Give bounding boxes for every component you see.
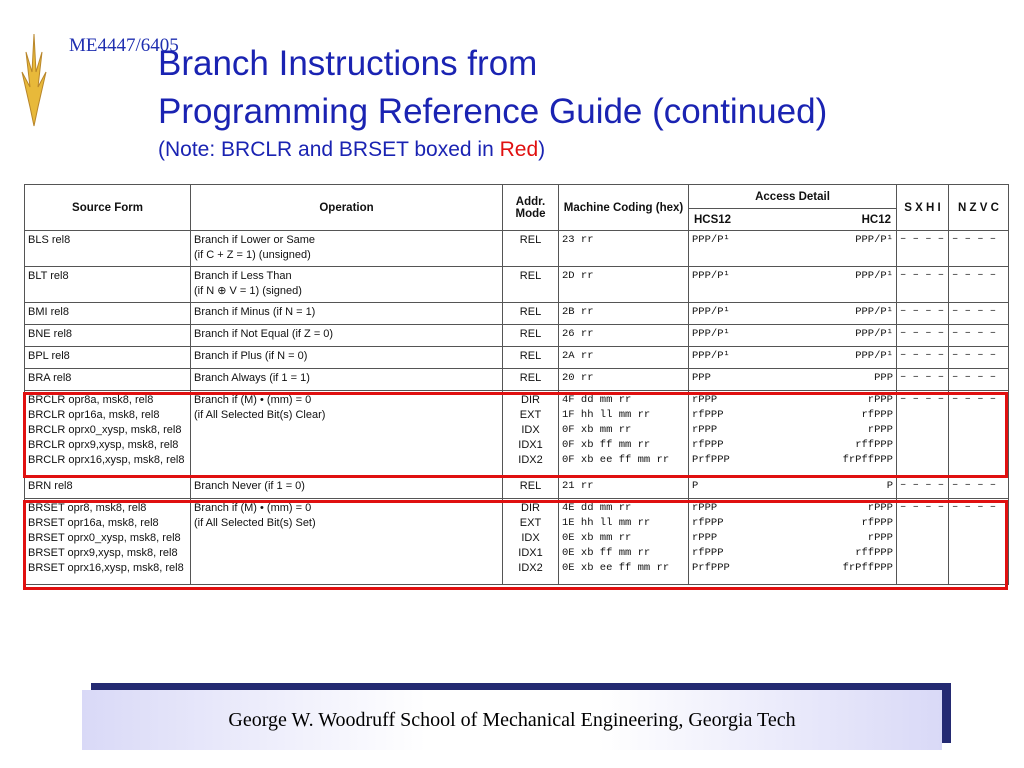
header-nzvc: N Z V C bbox=[949, 185, 1009, 231]
cell-addr-mode-line: IDX1 bbox=[518, 547, 543, 559]
cell-sxhi: – – – – bbox=[897, 477, 949, 499]
cell-source-form bbox=[25, 347, 191, 369]
cell-addr-mode-line: REL bbox=[519, 372, 542, 384]
cell-access-detail bbox=[689, 499, 897, 585]
cell-operation-line: (if All Selected Bit(s) Set) bbox=[194, 517, 316, 529]
access-hcs12: rPPP bbox=[692, 394, 718, 406]
cell-operation-line: Branch if Minus (if N = 1) bbox=[194, 306, 316, 318]
cell-access-detail bbox=[689, 267, 897, 303]
table-row bbox=[25, 369, 1009, 391]
cell-source-form-line: BRCLR opr16a, msk8, rel8 bbox=[28, 409, 160, 421]
cell-machine-coding-line: 0F xb ff mm rr bbox=[562, 439, 651, 451]
access-hc12: rfPPP bbox=[861, 517, 893, 529]
cell-operation-line: (if All Selected Bit(s) Clear) bbox=[194, 409, 326, 421]
access-hcs12: PrfPPP bbox=[692, 562, 730, 574]
cell-machine-coding bbox=[559, 347, 689, 369]
cell-source-form-line: BRSET opr16a, msk8, rel8 bbox=[28, 517, 159, 529]
cell-sxhi: – – – – bbox=[897, 369, 949, 391]
header-machine-coding: Machine Coding (hex) bbox=[559, 185, 689, 231]
access-hc12: frPffPPP bbox=[842, 562, 893, 574]
cell-operation-line: Branch if Plus (if N = 0) bbox=[194, 350, 308, 362]
access-hc12: rfPPP bbox=[861, 409, 893, 421]
cell-sxhi: – – – – bbox=[897, 499, 949, 585]
cell-addr-mode-line: IDX bbox=[521, 532, 540, 544]
cell-machine-coding-line: 0E xb ee ff mm rr bbox=[562, 562, 670, 574]
access-hcs12: rPPP bbox=[692, 502, 718, 514]
access-hcs12: PPP/P¹ bbox=[692, 306, 730, 318]
cell-machine-coding-line: 23 rr bbox=[562, 234, 594, 246]
access-hcs12: PPP/P¹ bbox=[692, 328, 730, 340]
cell-source-form bbox=[25, 391, 191, 477]
cell-machine-coding-line: 0E xb mm rr bbox=[562, 532, 632, 544]
access-hc12: rffPPP bbox=[855, 439, 893, 451]
cell-nzvc: – – – – bbox=[949, 391, 1009, 477]
cell-machine-coding-line: 21 rr bbox=[562, 480, 594, 492]
cell-addr-mode bbox=[503, 231, 559, 267]
cell-nzvc: – – – – bbox=[949, 369, 1009, 391]
cell-nzvc: – – – – bbox=[949, 325, 1009, 347]
footer-text: George W. Woodruff School of Mechanical Engineering, Georgia Tech bbox=[228, 708, 796, 731]
access-hcs12: rPPP bbox=[692, 532, 718, 544]
access-hcs12: rPPP bbox=[692, 424, 718, 436]
cell-machine-coding-line: 2D rr bbox=[562, 270, 594, 282]
cell-operation bbox=[191, 347, 503, 369]
header-sxhi: S X H I bbox=[897, 185, 949, 231]
cell-nzvc: – – – – bbox=[949, 477, 1009, 499]
cell-machine-coding-line: 2A rr bbox=[562, 350, 594, 362]
cell-machine-coding-line: 20 rr bbox=[562, 372, 594, 384]
cell-operation bbox=[191, 231, 503, 267]
cell-addr-mode-line: IDX1 bbox=[518, 439, 543, 451]
cell-source-form bbox=[25, 325, 191, 347]
cell-addr-mode-line: IDX2 bbox=[518, 454, 543, 466]
cell-addr-mode bbox=[503, 303, 559, 325]
cell-operation-line: Branch if Not Equal (if Z = 0) bbox=[194, 328, 334, 340]
cell-machine-coding bbox=[559, 391, 689, 477]
cell-addr-mode bbox=[503, 477, 559, 499]
access-hc12: rPPP bbox=[867, 532, 893, 544]
slide-title-line1: Branch Instructions from bbox=[158, 44, 538, 83]
cell-operation-line: Branch Never (if 1 = 0) bbox=[194, 480, 305, 492]
cell-nzvc: – – – – bbox=[949, 499, 1009, 585]
cell-operation-line: Branch if Less Than bbox=[194, 270, 292, 282]
cell-sxhi: – – – – bbox=[897, 267, 949, 303]
table-row bbox=[25, 231, 1009, 267]
cell-access-detail bbox=[689, 325, 897, 347]
cell-access-detail bbox=[689, 347, 897, 369]
cell-addr-mode bbox=[503, 325, 559, 347]
table-row bbox=[25, 267, 1009, 303]
cell-operation-line: (if N ⊕ V = 1) (signed) bbox=[194, 285, 302, 297]
cell-addr-mode-line: DIR bbox=[521, 502, 540, 514]
cell-operation bbox=[191, 325, 503, 347]
cell-machine-coding-line: 1E hh ll mm rr bbox=[562, 517, 651, 529]
header-hc12: HC12 bbox=[861, 213, 891, 226]
access-hcs12: PPP/P¹ bbox=[692, 350, 730, 362]
cell-addr-mode-line: DIR bbox=[521, 394, 540, 406]
cell-machine-coding bbox=[559, 499, 689, 585]
cell-source-form-line: BRN rel8 bbox=[28, 480, 73, 492]
cell-source-form-line: BRCLR oprx16,xysp, msk8, rel8 bbox=[28, 454, 185, 466]
cell-machine-coding bbox=[559, 267, 689, 303]
table-row bbox=[25, 499, 1009, 585]
gt-flame-logo-icon bbox=[20, 32, 48, 128]
cell-nzvc: – – – – bbox=[949, 267, 1009, 303]
cell-machine-coding bbox=[559, 477, 689, 499]
table-row bbox=[25, 325, 1009, 347]
header-source-form: Source Form bbox=[25, 185, 191, 231]
cell-addr-mode-line: IDX bbox=[521, 424, 540, 436]
access-hc12: PPP/P¹ bbox=[855, 306, 893, 318]
cell-sxhi: – – – – bbox=[897, 325, 949, 347]
cell-nzvc: – – – – bbox=[949, 231, 1009, 267]
cell-source-form-line: BRSET opr8, msk8, rel8 bbox=[28, 502, 147, 514]
cell-machine-coding-line: 0F xb ee ff mm rr bbox=[562, 454, 670, 466]
cell-operation bbox=[191, 391, 503, 477]
cell-source-form bbox=[25, 499, 191, 585]
cell-addr-mode-line: REL bbox=[519, 328, 542, 340]
header-operation: Operation bbox=[191, 185, 503, 231]
cell-source-form-line: BRA rel8 bbox=[28, 372, 72, 384]
cell-machine-coding bbox=[559, 325, 689, 347]
cell-source-form-line: BRCLR opr8a, msk8, rel8 bbox=[28, 394, 154, 406]
cell-machine-coding bbox=[559, 303, 689, 325]
access-hc12: P bbox=[886, 480, 893, 492]
cell-access-detail bbox=[689, 391, 897, 477]
cell-sxhi: – – – – bbox=[897, 391, 949, 477]
cell-source-form-line: BRSET oprx9,xysp, msk8, rel8 bbox=[28, 547, 178, 559]
access-hcs12: rfPPP bbox=[692, 547, 724, 559]
access-hcs12: rfPPP bbox=[692, 439, 724, 451]
header-access-detail: Access Detail bbox=[689, 185, 897, 209]
footer-bar bbox=[82, 690, 942, 750]
access-hcs12: PPP bbox=[692, 372, 711, 384]
cell-machine-coding-line: 1F hh ll mm rr bbox=[562, 409, 651, 421]
cell-operation-line: Branch if (M) • (mm) = 0 bbox=[194, 394, 312, 406]
cell-addr-mode-line: REL bbox=[519, 350, 542, 362]
access-hc12: rPPP bbox=[867, 502, 893, 514]
table-body bbox=[25, 231, 1009, 585]
cell-operation bbox=[191, 477, 503, 499]
cell-operation bbox=[191, 369, 503, 391]
header-addr-mode: Addr. Mode bbox=[503, 185, 559, 231]
branch-instruction-table bbox=[24, 184, 1009, 585]
note-red-word: Red bbox=[499, 138, 539, 161]
cell-machine-coding-line: 26 rr bbox=[562, 328, 594, 340]
table-row bbox=[25, 477, 1009, 499]
header-hcs12: HCS12 bbox=[694, 213, 732, 226]
cell-addr-mode-line: REL bbox=[519, 270, 542, 282]
access-hc12: PPP/P¹ bbox=[855, 234, 893, 246]
cell-source-form-line: BRCLR oprx0_xysp, msk8, rel8 bbox=[28, 424, 182, 436]
cell-addr-mode bbox=[503, 391, 559, 477]
cell-source-form-line: BRSET oprx16,xysp, msk8, rel8 bbox=[28, 562, 184, 574]
cell-addr-mode-line: REL bbox=[519, 480, 542, 492]
access-hc12: PPP/P¹ bbox=[855, 350, 893, 362]
cell-source-form-line: BRSET oprx0_xysp, msk8, rel8 bbox=[28, 532, 181, 544]
cell-operation bbox=[191, 303, 503, 325]
cell-sxhi: – – – – bbox=[897, 231, 949, 267]
cell-machine-coding-line: 0F xb mm rr bbox=[562, 424, 632, 436]
cell-source-form-line: BLS rel8 bbox=[28, 234, 71, 246]
access-hc12: PPP bbox=[874, 372, 893, 384]
cell-operation-line: Branch Always (if 1 = 1) bbox=[194, 372, 310, 384]
cell-operation-line: Branch if Lower or Same bbox=[194, 234, 316, 246]
slide-note: (Note: BRCLR and BRSET boxed in Red) bbox=[158, 138, 546, 161]
access-hcs12: PrfPPP bbox=[692, 454, 730, 466]
cell-source-form-line: BMI rel8 bbox=[28, 306, 69, 318]
cell-addr-mode-line: EXT bbox=[519, 409, 542, 421]
cell-source-form bbox=[25, 477, 191, 499]
cell-addr-mode bbox=[503, 369, 559, 391]
cell-source-form bbox=[25, 267, 191, 303]
access-hc12: rffPPP bbox=[855, 547, 893, 559]
cell-operation bbox=[191, 267, 503, 303]
cell-addr-mode-line: IDX2 bbox=[518, 562, 543, 574]
access-hc12: PPP/P¹ bbox=[855, 270, 893, 282]
cell-addr-mode-line: REL bbox=[519, 306, 542, 318]
cell-access-detail bbox=[689, 369, 897, 391]
cell-machine-coding-line: 2B rr bbox=[562, 306, 594, 318]
course-code: ME4447/6405 bbox=[69, 35, 179, 56]
cell-sxhi: – – – – bbox=[897, 347, 949, 369]
cell-sxhi: – – – – bbox=[897, 303, 949, 325]
access-hc12: frPffPPP bbox=[842, 454, 893, 466]
cell-machine-coding-line: 4E dd mm rr bbox=[562, 502, 632, 514]
access-hc12: PPP/P¹ bbox=[855, 328, 893, 340]
cell-operation-line: Branch if (M̄) • (mm) = 0 bbox=[194, 502, 312, 514]
access-hcs12: rfPPP bbox=[692, 517, 724, 529]
cell-machine-coding-line: 4F dd mm rr bbox=[562, 394, 632, 406]
cell-access-detail bbox=[689, 231, 897, 267]
cell-source-form-line: BNE rel8 bbox=[28, 328, 73, 340]
cell-machine-coding-line: 0E xb ff mm rr bbox=[562, 547, 651, 559]
cell-machine-coding bbox=[559, 231, 689, 267]
cell-nzvc: – – – – bbox=[949, 303, 1009, 325]
access-hc12: rPPP bbox=[867, 394, 893, 406]
access-hc12: rPPP bbox=[867, 424, 893, 436]
header-cpu-columns bbox=[689, 209, 897, 231]
slide-title-line2: Programming Reference Guide (continued) bbox=[158, 92, 828, 131]
cell-addr-mode-line: EXT bbox=[519, 517, 542, 529]
cell-nzvc: – – – – bbox=[949, 347, 1009, 369]
cell-source-form-line: BLT rel8 bbox=[28, 270, 69, 282]
cell-source-form-line: BRCLR oprx9,xysp, msk8, rel8 bbox=[28, 439, 179, 451]
cell-machine-coding bbox=[559, 369, 689, 391]
cell-addr-mode bbox=[503, 499, 559, 585]
cell-source-form bbox=[25, 231, 191, 267]
cell-access-detail bbox=[689, 477, 897, 499]
cell-addr-mode bbox=[503, 347, 559, 369]
cell-access-detail bbox=[689, 303, 897, 325]
access-hcs12: P bbox=[692, 480, 699, 492]
access-hcs12: rfPPP bbox=[692, 409, 724, 421]
cell-source-form bbox=[25, 369, 191, 391]
cell-operation-line: (if C + Z = 1) (unsigned) bbox=[194, 249, 311, 261]
cell-source-form bbox=[25, 303, 191, 325]
cell-addr-mode bbox=[503, 267, 559, 303]
table-row bbox=[25, 391, 1009, 477]
table-row bbox=[25, 303, 1009, 325]
cell-addr-mode-line: REL bbox=[519, 234, 542, 246]
access-hcs12: PPP/P¹ bbox=[692, 270, 730, 282]
table-row bbox=[25, 347, 1009, 369]
cell-operation bbox=[191, 499, 503, 585]
access-hcs12: PPP/P¹ bbox=[692, 234, 730, 246]
cell-source-form-line: BPL rel8 bbox=[28, 350, 70, 362]
